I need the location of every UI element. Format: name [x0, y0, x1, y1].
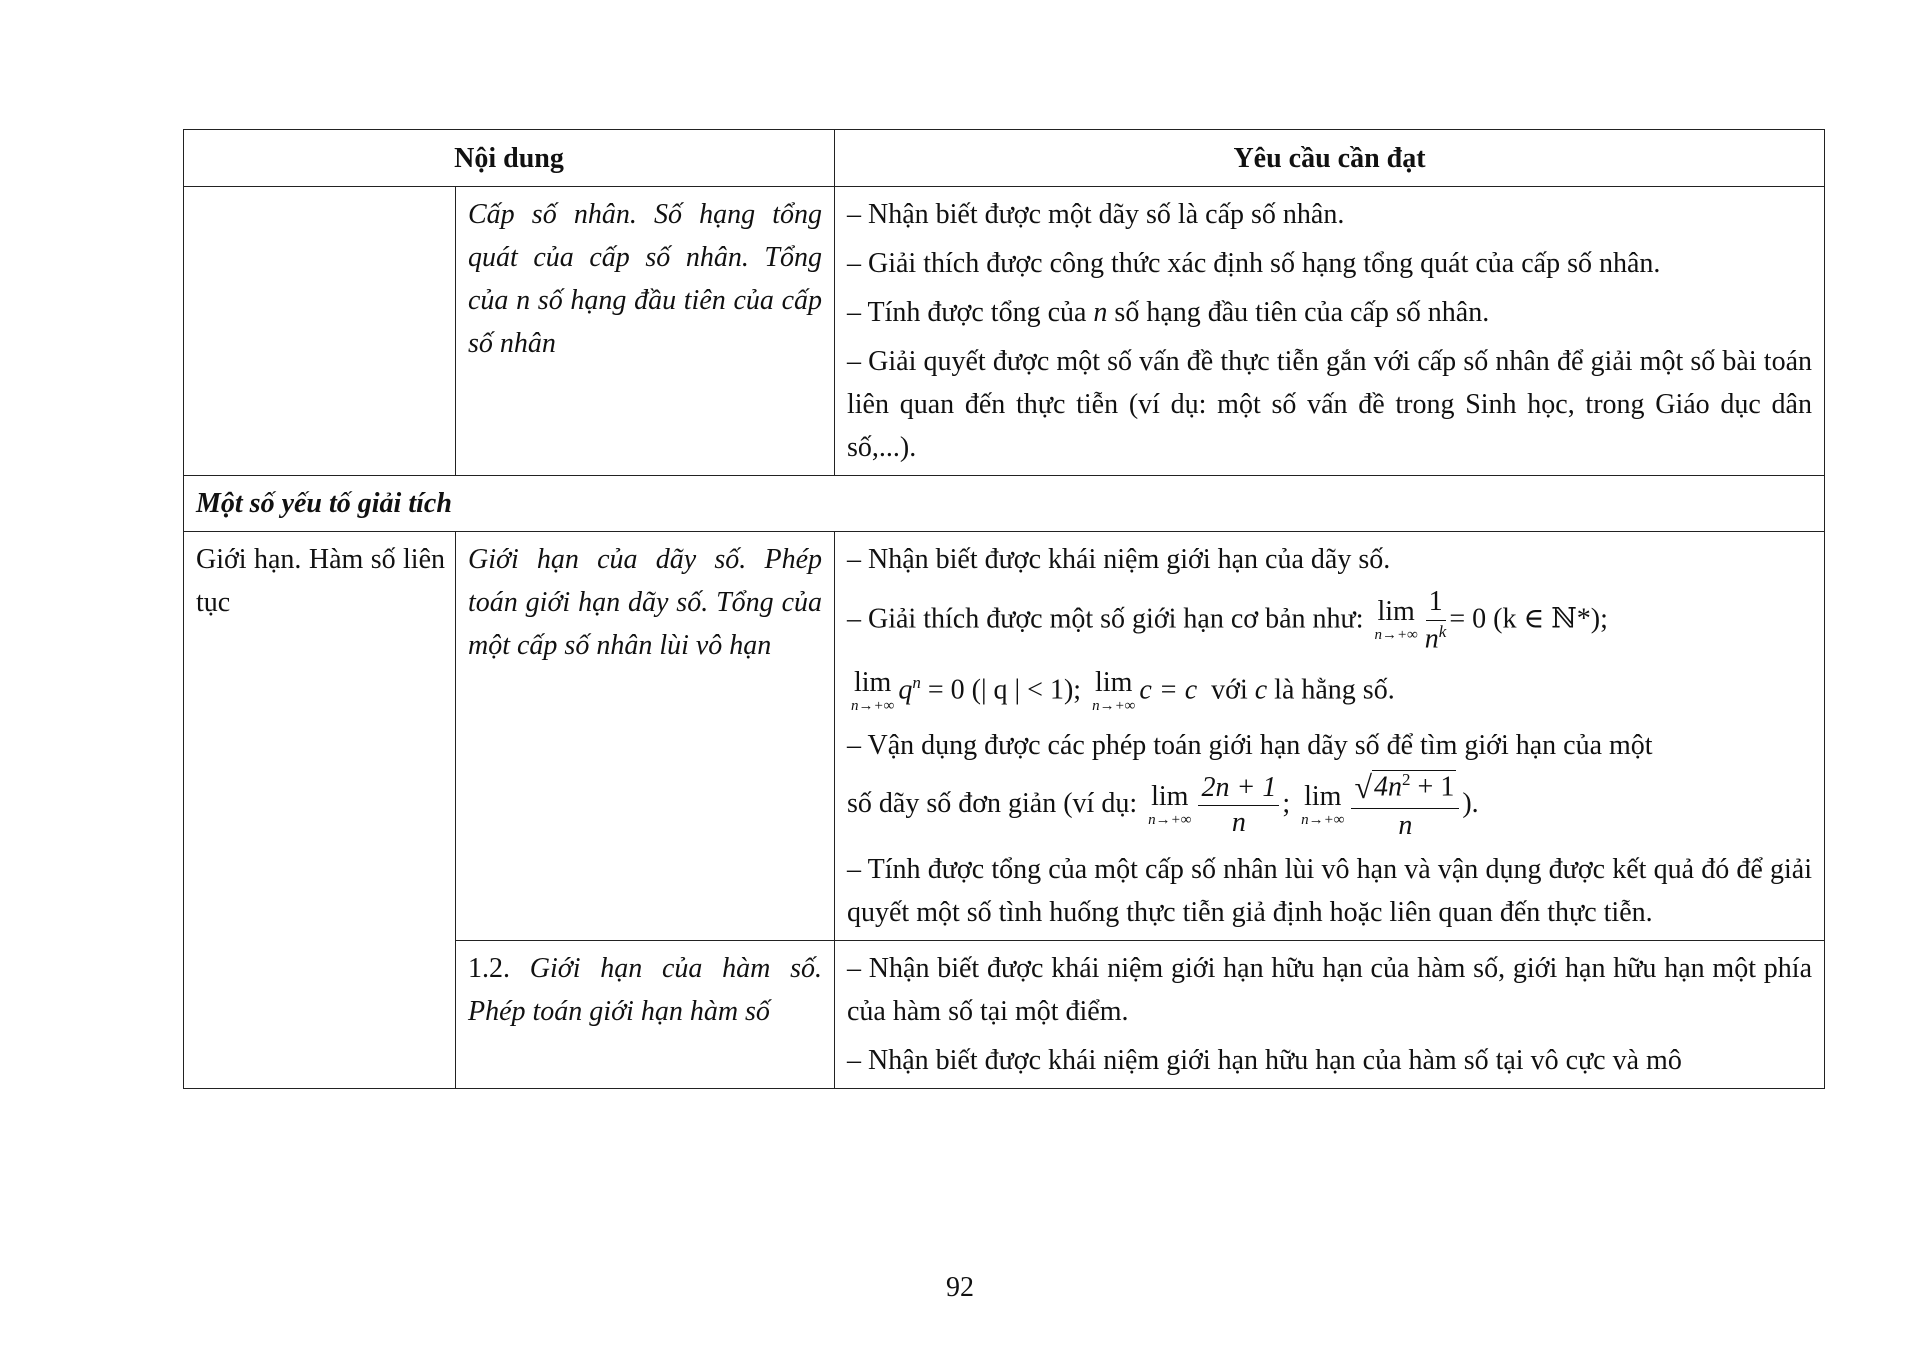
subtopic-text: Giới hạn của dãy số. Phép toán giới hạn dãy số. Tổng của một cấp số nhân lùi vô hạn: [468, 544, 822, 661]
requirement-item: – Tính được tổng của một cấp số nhân lùi vô hạn và vận dụng được kết quả đó để giải quyết một số tình huống thực tiễn giả định hoặc liên quan đến thực tiễn.: [847, 853, 1812, 928]
limit-expression: lim n→+∞: [1301, 781, 1345, 829]
requirement-item: – Giải thích được một số giới hạn cơ bản như: lim n→+∞ $\frac{1}{n^k}$ = 0 (k ∈ ℕ*);: [847, 586, 1608, 655]
fraction: $\frac{2n + 1}{n}$: [1198, 773, 1279, 840]
subtopic-text: Giới hạn của hàm số. Phép toán giới hạn hàm số: [468, 952, 822, 1027]
requirement-item: – Nhận biết được khái niệm giới hạn của dãy số.: [847, 544, 1391, 575]
requirement-item: – Giải thích được công thức xác định số hạng tổng quát của cấp số nhân.: [847, 248, 1661, 279]
section-title: Một số yếu tố giải tích: [184, 476, 1825, 532]
requirements-cell: [835, 187, 1825, 476]
curriculum-table: [183, 129, 1825, 1089]
requirement-item: – Vận dụng được các phép toán giới hạn dãy số để tìm giới hạn của một: [847, 730, 1653, 762]
subtopic-cell: [456, 532, 835, 941]
fraction: $\frac{1}{n^k}$: [1424, 586, 1447, 655]
page-number: 92: [946, 1272, 974, 1303]
subtopic-text: Cấp số nhân. Số hạng tổng quát của cấp số nhân. Tổng của n số hạng đầu tiên của cấp số nhân: [468, 199, 822, 359]
requirement-item: – Giải quyết được một số vấn đề thực tiễn gắn với cấp số nhân để giải một số bài toán liên quan đến thực tiễn (ví dụ: một số vấn đề trong Sinh học, trong Giáo dục dân số,...).: [847, 346, 1812, 463]
header-requirements: Yêu cầu cần đạt: [835, 130, 1825, 187]
limit-expression: lim n→+∞: [851, 667, 895, 715]
limit-expression: lim n→+∞: [1092, 667, 1136, 715]
header-row: [184, 130, 1825, 187]
requirement-item: số dãy số đơn giản (ví dụ: lim n→+∞ $\frac{2n + 1}{n}$ ; lim n→+∞ √ $4n^2 + 1$ n ).: [847, 769, 1479, 841]
requirement-item: – Nhận biết được khái niệm giới hạn hữu hạn của hàm số, giới hạn hữu hạn một phía của hàm số tại một điểm.: [847, 952, 1812, 1027]
limit-expression: lim n→+∞: [1374, 596, 1418, 644]
topic-text: Giới hạn. Hàm số liên tục: [196, 544, 445, 618]
requirements-cell: [835, 940, 1825, 1088]
header-content: Nội dung: [184, 130, 835, 187]
requirement-item: – Nhận biết được một dãy số là cấp số nhân.: [847, 199, 1345, 230]
table-row: [184, 532, 1825, 941]
requirements-cell: [835, 532, 1825, 941]
subtopic-cell: [456, 187, 835, 476]
limit-expression: lim n→+∞: [1148, 781, 1192, 829]
table-row: [184, 187, 1825, 476]
topic-cell: [184, 187, 456, 476]
fraction: √ $4n^2 + 1$ n: [1351, 770, 1459, 842]
topic-cell: [184, 532, 456, 1089]
subtopic-cell: 1.2. Giới hạn của hàm số. Phép toán giới hạn hàm số: [456, 940, 835, 1088]
requirement-item: – Nhận biết được khái niệm giới hạn hữu hạn của hàm số tại vô cực và mô: [847, 1044, 1682, 1076]
requirement-item: lim n→+∞ $q^n = 0$ (| q | < 1); lim n→+∞ c = c với c là hằng số.: [851, 667, 1395, 715]
requirement-item: – Tính được tổng của n số hạng đầu tiên của cấp số nhân.: [847, 297, 1490, 328]
section-row: [184, 476, 1825, 532]
sqrt-sign: √ $4n^2 + 1$: [1354, 769, 1455, 806]
